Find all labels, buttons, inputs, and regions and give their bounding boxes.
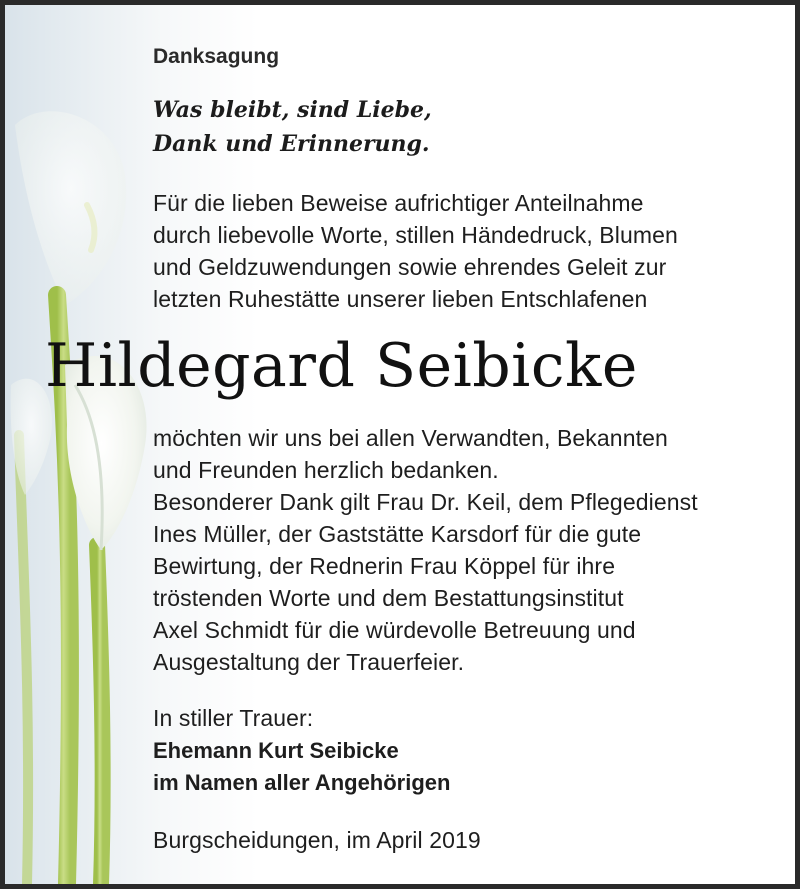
intro-line-2: durch liebevolle Worte, stillen Händedruck, Blumen	[153, 222, 678, 248]
thanks-line-4: Ines Müller, der Gaststätte Karsdorf für die gute	[153, 521, 642, 547]
thanks-line-2: und Freunden herzlich bedanken.	[153, 457, 499, 483]
intro-line-3: und Geldzuwendungen sowie ehrendes Geleit zur	[153, 254, 667, 280]
thanks-line-8: Ausgestaltung der Trauerfeier.	[153, 649, 465, 675]
thanks-line-7: Axel Schmidt für die würdevolle Betreuung und	[153, 617, 636, 643]
intro-line-4: letzten Ruhestätte unserer lieben Entschlafenen	[153, 286, 648, 312]
thanks-line-6: tröstenden Worte und dem Bestattungsinstitut	[153, 585, 624, 611]
thanks-line-3: Besonderer Dank gilt Frau Dr. Keil, dem Pflegedienst	[153, 489, 698, 515]
mourning-label: In stiller Trauer:	[153, 705, 314, 731]
motto-line-1: Was bleibt, sind Liebe,	[153, 97, 432, 123]
notice-heading: Danksagung	[153, 45, 280, 68]
notice-text	[5, 5, 795, 884]
intro-line-1: Für die lieben Beweise aufrichtiger Anteilnahme	[153, 190, 644, 216]
place-date: Burgscheidungen, im April 2019	[153, 827, 481, 853]
signatory-line-1: Ehemann Kurt Seibicke	[153, 738, 399, 763]
motto-line-2: Dank und Erinnerung.	[153, 131, 430, 157]
thanks-line-1: möchten wir uns bei allen Verwandten, Bekannten	[153, 425, 668, 451]
signatory-line-2: im Namen aller Angehörigen	[153, 770, 451, 795]
deceased-name: Hildegard Seibicke	[45, 331, 638, 401]
thanks-line-5: Bewirtung, der Rednerin Frau Köppel für ihre	[153, 553, 616, 579]
